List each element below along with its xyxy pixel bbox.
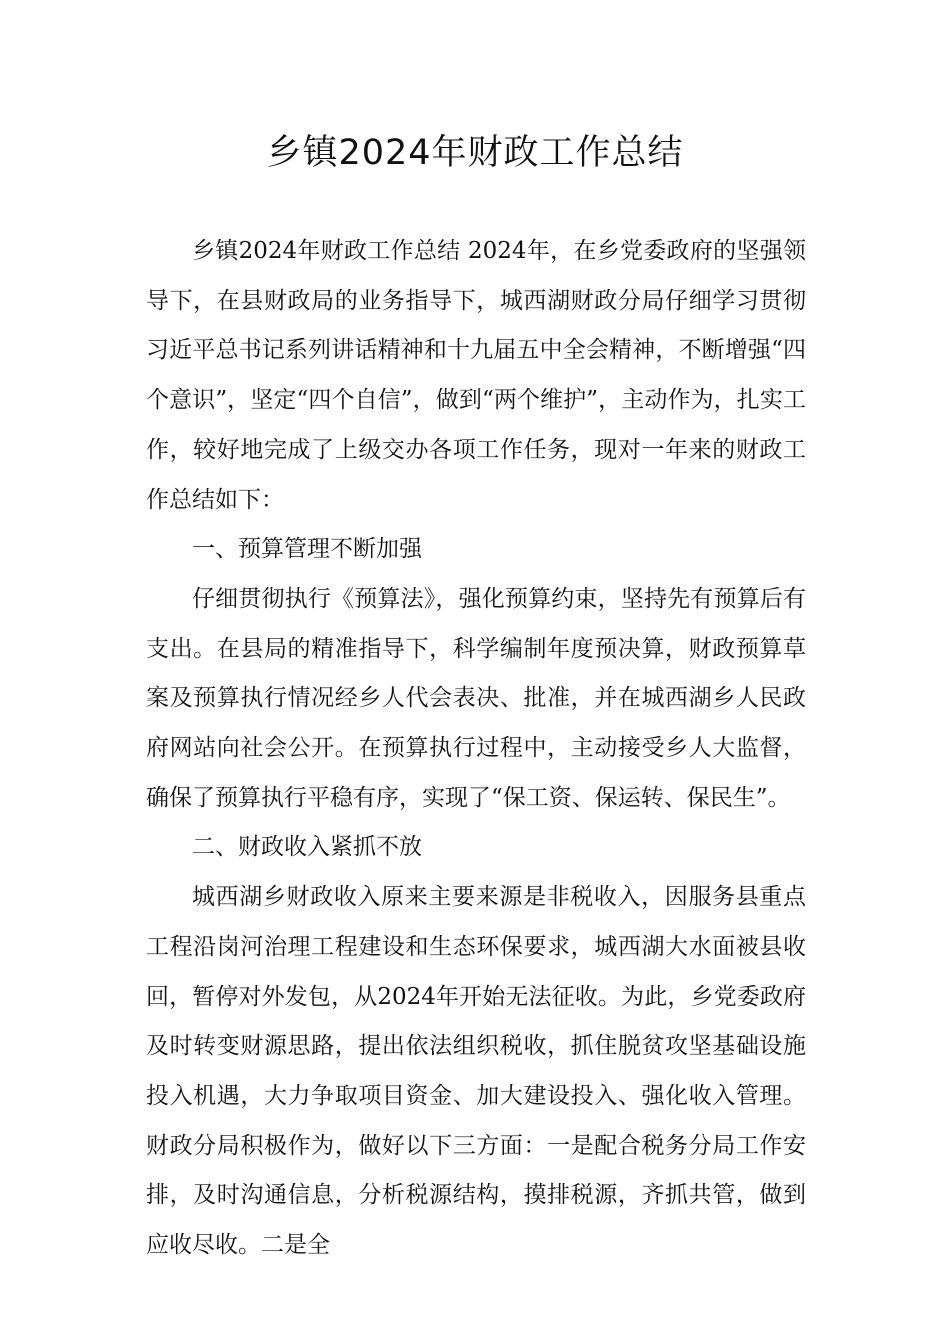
paragraph-revenue: 城西湖乡财政收入原来主要来源是非税收入，因服务县重点工程沿岗河治理工程建设和生态环保要求，城西湖大水面被县收回，暂停对外发包，从2024年开始无法征收。为此，乡党委政府及时转变财源思路，提出依法组织税收，抓住脱贫攻坚基础设施投入机遇，大力争取项目资金、加大建设投入、强化收入管理。财政分局积极作为，做好以下三方面：一是配合税务分局工作安排，及时沟通信息，分析税源结构，摸排税源，齐抓共管，做到应收尽收。二是全 (146, 884, 806, 1259)
paragraph-budget: 仔细贯彻执行《预算法》，强化预算约束，坚持先有预算后有支出。在县局的精准指导下，科学编制年度预决算，财政预算草案及预算执行情况经乡人代会表决、批准，并在城西湖乡人民政府网站向社会公开。在预算执行过程中，主动接受乡人大监督，确保了预算执行平稳有序，实现了“保工资、保运转、保民生”。 (146, 585, 806, 811)
document-body (146, 227, 806, 1271)
section-heading-budget: 一、预算管理不断加强 (192, 536, 422, 563)
paragraph-intro: 乡镇2024年财政工作总结 2024年，在乡党委政府的坚强领导下，在县财政局的业务指导下，城西湖财政分局仔细学习贯彻习近平总书记系列讲话精神和十九届五中全会精神，不断增强“四个意识”，坚定“四个自信”，做到“两个维护”，主动作为，扎实工作，较好地完成了上级交办各项工作任务，现对一年来的财政工作总结如下： (146, 238, 806, 513)
document-title: 乡镇2024年财政工作总结 (266, 133, 684, 173)
section-heading-revenue: 二、财政收入紧抓不放 (192, 834, 422, 861)
